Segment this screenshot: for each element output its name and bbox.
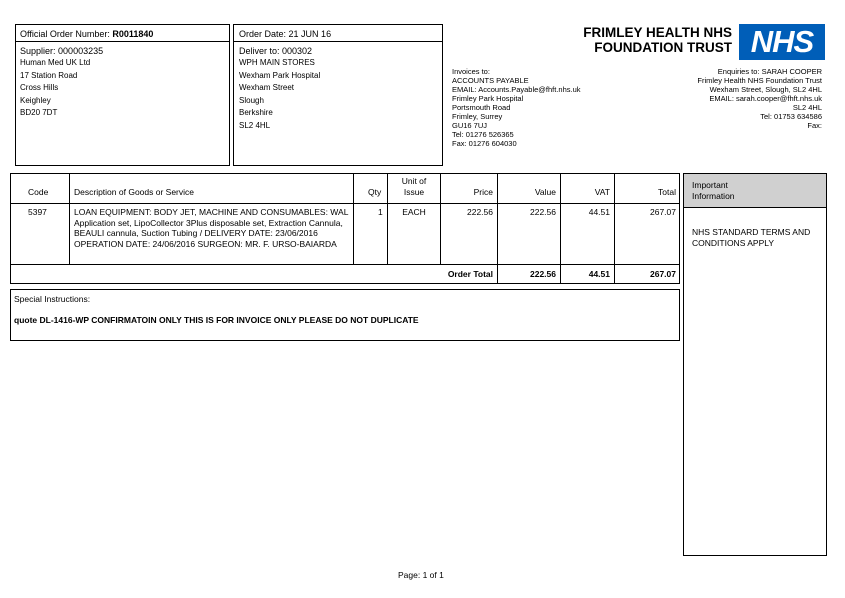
row-qty: 1 [378, 207, 383, 217]
supplier-line: 17 Station Road [20, 70, 78, 80]
invoices-line: Fax: 01276 604030 [452, 139, 517, 148]
header-unit: Unit of Issue [401, 176, 427, 197]
enquiries-line: EMAIL: sarah.cooper@fhft.nhs.uk [709, 94, 822, 103]
enquiries-line: Fax: [807, 121, 822, 130]
header-qty: Qty [368, 187, 382, 197]
enquiries-line: SL2 4HL [792, 103, 822, 112]
order-total-total: 267.07 [650, 269, 676, 279]
row-total: 267.07 [650, 207, 676, 217]
deliver-to-line: Slough [239, 95, 264, 105]
header-value: Value [534, 187, 556, 197]
deliver-to-line: Berkshire [239, 108, 273, 117]
enquiries-line: Tel: 01753 634586 [760, 112, 822, 121]
page-number: Page: 1 of 1 [398, 570, 444, 580]
order-date: Order Date: 21 JUN 16 [239, 29, 332, 39]
invoices-line: Invoices to: [452, 67, 490, 76]
invoices-line: ACCOUNTS PAYABLE [452, 76, 529, 85]
supplier-line: Cross Hills [20, 83, 59, 92]
row-vat: 44.51 [588, 207, 610, 217]
row-code: 5397 [28, 207, 47, 217]
supplier-line: BD20 7DT [20, 108, 58, 117]
trust-name: FRIMLEY HEALTH NHS FOUNDATION TRUST [583, 25, 732, 55]
important-info-heading: Important Information [692, 180, 735, 201]
deliver-to-line: WPH MAIN STORES [239, 58, 315, 67]
header-vat: VAT [594, 187, 610, 197]
deliver-to-line: Wexham Park Hospital [239, 70, 321, 80]
row-value: 222.56 [530, 207, 556, 217]
invoices-line: Frimley Park Hospital [452, 94, 524, 103]
enquiries-line: Wexham Street, Slough, SL2 4HL [709, 85, 822, 94]
important-info-text: NHS STANDARD TERMS AND CONDITIONS APPLY [692, 227, 811, 248]
invoices-to [452, 67, 581, 148]
enquiries-to [600, 67, 822, 130]
invoices-line: Tel: 01276 526365 [452, 130, 514, 139]
nhs-logo: NHS [739, 24, 825, 60]
supplier-lines [20, 57, 103, 120]
header-total: Total [658, 187, 676, 197]
deliver-lines [239, 57, 320, 132]
supplier-line: Keighley [20, 95, 51, 105]
invoices-line: GU16 7UJ [452, 121, 488, 130]
invoices-line: EMAIL: Accounts.Payable@fhft.nhs.uk [452, 85, 581, 94]
deliver-to-line: SL2 4HL [239, 120, 271, 130]
special-instructions-label: Special Instructions: [14, 294, 91, 304]
invoices-line: Frimley, Surrey [452, 112, 503, 121]
supplier-block: Supplier: 000003235 Human Med UK Ltd 17 Station Road Cross Hills Keighley BD20 7DT [20, 45, 103, 120]
header-description: Description of Goods or Service [74, 187, 194, 197]
supplier-line: Human Med UK Ltd [20, 58, 91, 67]
enquiries-line: Frimley Health NHS Foundation Trust [697, 76, 822, 85]
order-total-label: Order Total [447, 269, 493, 279]
invoices-line: Portsmouth Road [452, 103, 511, 112]
special-instructions-text: quote DL-1416-WP CONFIRMATOIN ONLY THIS IS FOR INVOICE ONLY PLEASE DO NOT DUPLICATE [14, 315, 419, 325]
header-code: Code [28, 187, 49, 197]
deliver-to-block: Deliver to: 000302 WPH MAIN STORES Wexham Park Hospital Wexham Street Slough Berkshire SL2 4HL [239, 45, 320, 132]
enquiries-line: Enquiries to: SARAH COOPER [717, 67, 822, 76]
order-total-vat: 44.51 [588, 269, 610, 279]
row-unit: EACH [402, 207, 426, 217]
row-price: 222.56 [467, 207, 493, 217]
deliver-to-line: Wexham Street [239, 83, 294, 92]
header-price: Price [473, 187, 493, 197]
order-number: Official Order Number: R0011840 [20, 29, 154, 39]
row-description: LOAN EQUIPMENT: BODY JET, MACHINE AND CONSUMABLES: WAL Application set, LipoCollector 3Plus disposable set, Extraction Cannula, BEAULI cannula, Suction Tubing / DELIVERY DATE: 23/06/2016 OPERATION DATE: 24/06/2016 SURGEON: MR. F. URSO-BAIARDA [74, 207, 349, 249]
order-total-value: 222.56 [530, 269, 556, 279]
